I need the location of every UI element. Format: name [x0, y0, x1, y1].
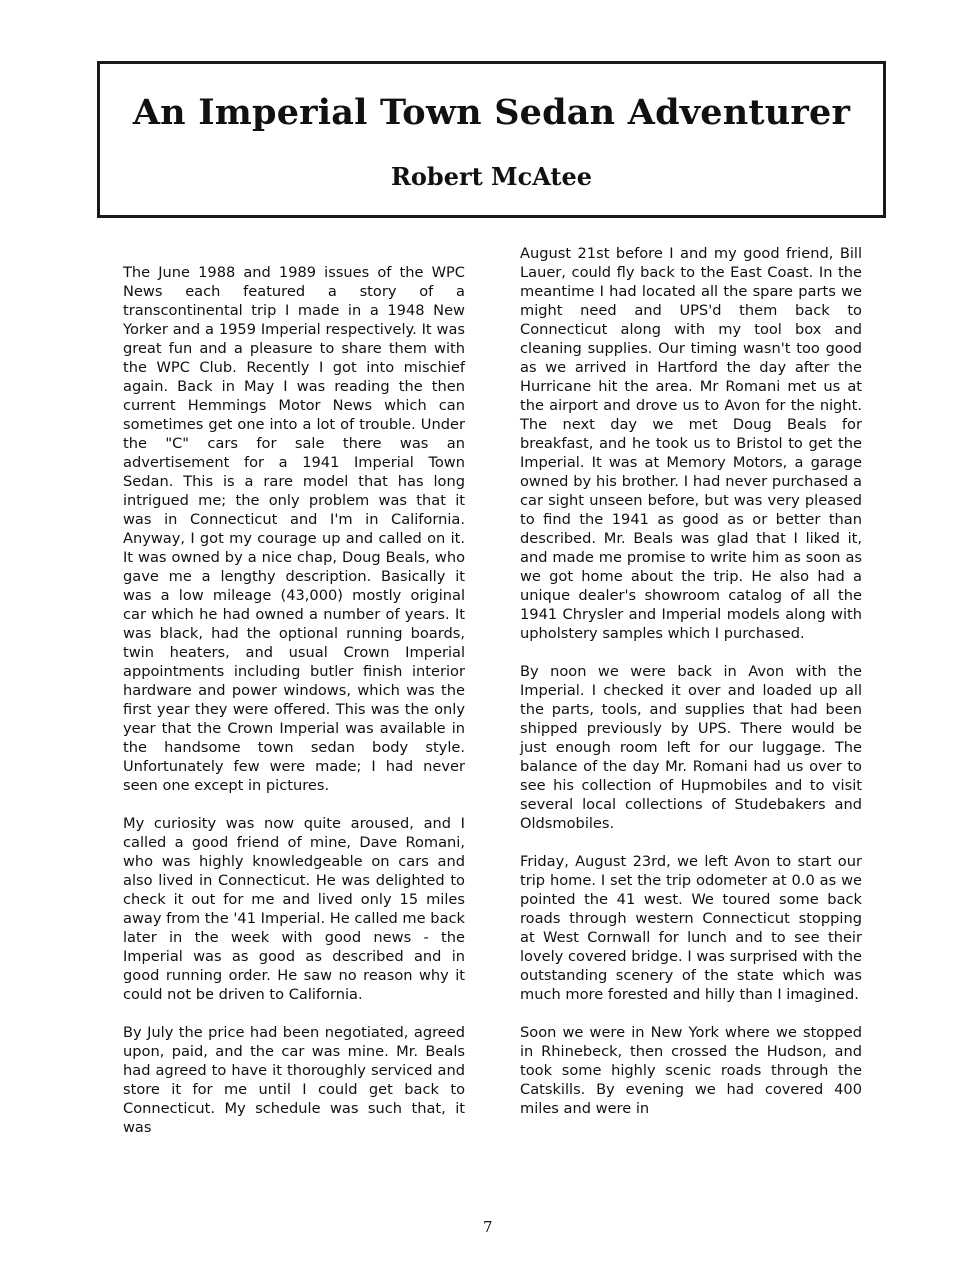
paragraph: The June 1988 and 1989 issues of the WPC News each featured a story of a transcontinental trip I made in a 1948 New Yorker and a 1959 Imperial respectively. It was great fun and a pleasure to share them with the WPC Club. Recently I got into mischief again. Back in May I was reading the then current Hemmings Motor News which can sometimes get one into a lot of trouble. Under the "C" cars for sale there was an advertisement for a 1941 Imperial Town Sedan. This is a rare model that has long intrigued me; the only problem was that it was in Connecticut and I'm in California. Anyway, I got my courage up and called on it. It was owned by a nice chap, Doug Beals, who gave me a lengthy description. Basically it was a low mileage (43,000) mostly original car which he had owned a number of years. It was black, had the optional running boards, twin heaters, and usual Crown Imperial appointments including butler finish interior hardware and power windows, which was the first year they were offered. This was the only year that the Crown Imperial was available in the handsome town sedan body style. Unfortunately few were made; I had never seen one except in pictures. — [123, 264, 465, 794]
article-title: An Imperial Town Sedan Adventurer — [132, 92, 851, 133]
right-column — [520, 244, 862, 1118]
left-column — [123, 263, 465, 1137]
paragraph: Soon we were in New York where we stopped in Rhinebeck, then crossed the Hudson, and took some highly scenic roads through the Catskills. By evening we had covered 400 miles and were in — [520, 1024, 862, 1117]
paragraph: By July the price had been negotiated, agreed upon, paid, and the car was mine. Mr. Beals had agreed to have it thoroughly serviced and store it for me until I could get back to Connecticut. My schedule was such that, it was — [123, 1024, 465, 1136]
paragraph: My curiosity was now quite aroused, and I called a good friend of mine, Dave Romani, who was highly knowledgeable on cars and also lived in Connecticut. He was delighted to check it out for me and lived only 15 miles away from the '41 Imperial. He called me back later in the week with good news - the Imperial was as good as described and in good running order. He saw no reason why it could not be driven to California. — [123, 815, 465, 1003]
title-box — [97, 61, 886, 218]
paragraph: Friday, August 23rd, we left Avon to start our trip home. I set the trip odometer at 0.0 as we pointed the 41 west. We toured some back roads through western Connecticut stopping at West Cornwall for lunch and to see their lovely covered bridge. I was surprised with the outstanding scenery of the state which was much more forested and hilly than I imagined. — [520, 853, 862, 1003]
paragraph: By noon we were back in Avon with the Imperial. I checked it over and loaded up all the parts, tools, and supplies that had been shipped previously by UPS. There would be just enough room left for our luggage. The balance of the day Mr. Romani had us over to see his collection of Hupmobiles and to visit several local collections of Studebakers and Oldsmobiles. — [520, 663, 862, 832]
paragraph: August 21st before I and my good friend, Bill Lauer, could fly back to the East Coast. In the meantime I had located all the spare parts we might need and UPS'd them back to Connecticut along with my tool box and cleaning supplies. Our timing wasn't too good as we arrived in Hartford the day after the Hurricane hit the area. Mr Romani met us at the airport and drove us to Avon for the night. The next day we met Doug Beals for breakfast, and he took us to Bristol to get the Imperial. It was at Memory Motors, a garage owned by his brother. I had never purchased a car sight unseen before, but was very pleased to find the 1941 as good as or better than described. Mr. Beals was glad that I liked it, and made me promise to write him as soon as we got home about the trip. He also had a unique dealer's showroom catalog of all the 1941 Chrysler and Imperial models along with upholstery samples which I purchased. — [520, 245, 862, 642]
page-number: 7 — [483, 1218, 493, 1236]
article-author: Robert McAtee — [390, 162, 593, 191]
